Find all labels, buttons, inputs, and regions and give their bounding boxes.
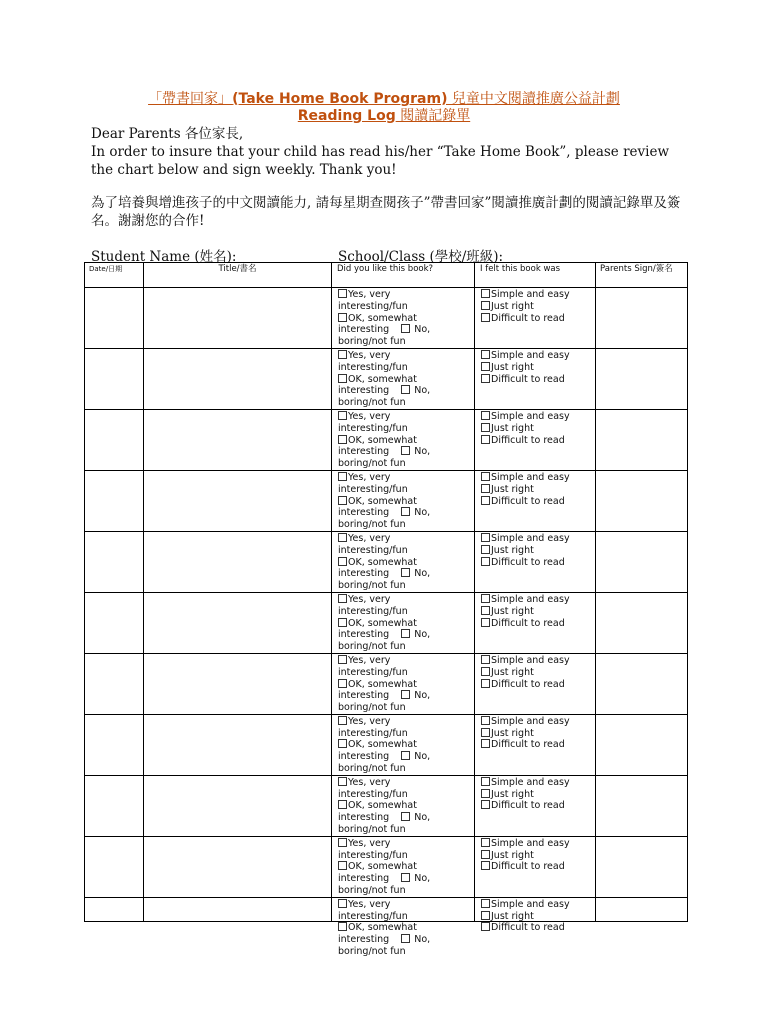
checkbox-icon[interactable]	[338, 679, 347, 688]
option-ok[interactable]: OK, somewhat	[338, 435, 474, 447]
felt-options-cell	[475, 470, 596, 531]
checkbox-icon[interactable]	[338, 411, 347, 420]
option-yes[interactable]: Yes, very	[338, 716, 474, 728]
option-ok-cont: interesting No,	[338, 751, 431, 763]
checkbox-icon[interactable]	[338, 496, 347, 505]
option-yes[interactable]: Yes, very	[338, 777, 474, 789]
checkbox-icon[interactable]	[338, 899, 347, 908]
option-simple[interactable]: Simple and easy	[481, 594, 595, 606]
parent-sign-cell[interactable]	[596, 470, 688, 531]
option-ok-cont: interesting No,	[338, 690, 431, 702]
title-cell[interactable]	[144, 592, 332, 653]
title-cell[interactable]	[144, 714, 332, 775]
option-just-right[interactable]: Just right	[481, 850, 595, 862]
option-ok[interactable]: OK, somewhat	[338, 861, 474, 873]
like-options-cell	[332, 470, 475, 531]
checkbox-icon[interactable]	[481, 922, 490, 931]
option-just-right[interactable]: Just right	[481, 362, 595, 374]
option-no-cont: boring/not fun	[338, 580, 406, 592]
felt-options-cell	[475, 288, 596, 349]
checkbox-icon[interactable]	[338, 838, 347, 847]
checkbox-icon[interactable]	[338, 350, 347, 359]
checkbox-icon[interactable]	[338, 533, 347, 542]
table-row	[85, 288, 688, 349]
option-ok-cont: interesting No,	[338, 934, 431, 946]
option-yes[interactable]: Yes, very	[338, 472, 474, 484]
reading-log-title: Reading Log 閱讀記錄單	[297, 108, 471, 124]
student-name-label: Student Name (姓名):	[91, 249, 237, 265]
title-cell[interactable]	[144, 531, 332, 592]
date-cell[interactable]	[85, 531, 144, 592]
like-options-cell	[332, 714, 475, 775]
option-yes-cont: interesting/fun	[338, 483, 408, 495]
table-row	[85, 592, 688, 653]
parent-sign-cell[interactable]	[596, 531, 688, 592]
header-date: Date/日期	[85, 263, 144, 288]
header-like: Did you like this book?	[332, 263, 475, 288]
option-no-cont: boring/not fun	[338, 458, 406, 470]
date-cell[interactable]	[85, 348, 144, 409]
option-no-cont: boring/not fun	[338, 641, 406, 653]
option-yes[interactable]: Yes, very	[338, 411, 474, 423]
option-no-cont: boring/not fun	[338, 397, 406, 409]
title-cell[interactable]	[144, 470, 332, 531]
like-options-cell	[332, 592, 475, 653]
option-yes[interactable]: Yes, very	[338, 594, 474, 606]
option-yes-cont: interesting/fun	[338, 605, 408, 617]
chinese-intro-text: 為了培養與增進孩子的中文閱讀能力, 請每星期查閱孩子”帶書回家”閱讀推廣計劃的閱讀記錄單及簽名。謝謝您的合作!	[91, 195, 681, 229]
felt-options-cell	[475, 531, 596, 592]
option-yes-cont: interesting/fun	[338, 300, 408, 312]
table-row	[85, 897, 688, 921]
like-options-cell	[332, 531, 475, 592]
checkbox-icon[interactable]	[481, 423, 490, 432]
option-ok[interactable]: OK, somewhat	[338, 739, 474, 751]
checkbox-icon[interactable]	[338, 472, 347, 481]
checkbox-icon[interactable]	[481, 655, 490, 664]
greeting: Dear Parents 各位家長,	[91, 126, 244, 142]
option-simple[interactable]: Simple and easy	[481, 655, 595, 667]
checkbox-icon[interactable]	[481, 838, 490, 847]
checkbox-icon[interactable]	[401, 934, 410, 943]
option-just-right[interactable]: Just right	[481, 423, 595, 435]
option-simple[interactable]: Simple and easy	[481, 777, 595, 789]
checkbox-icon[interactable]	[481, 484, 490, 493]
date-cell[interactable]	[85, 592, 144, 653]
option-difficult[interactable]: Difficult to read	[481, 861, 595, 873]
option-ok[interactable]: OK, somewhat	[338, 496, 474, 508]
checkbox-icon[interactable]	[401, 568, 410, 577]
checkbox-icon[interactable]	[481, 679, 490, 688]
option-yes[interactable]: Yes, very	[338, 533, 474, 545]
option-ok-cont: interesting No,	[338, 385, 431, 397]
option-just-right[interactable]: Just right	[481, 484, 595, 496]
option-no-cont: boring/not fun	[338, 519, 406, 531]
option-ok[interactable]: OK, somewhat	[338, 679, 474, 691]
checkbox-icon[interactable]	[481, 350, 490, 359]
table-row	[85, 470, 688, 531]
option-no-cont: boring/not fun	[338, 763, 406, 775]
parent-sign-cell[interactable]	[596, 836, 688, 897]
checkbox-icon[interactable]	[481, 313, 490, 322]
checkbox-icon[interactable]	[481, 618, 490, 627]
option-ok[interactable]: OK, somewhat	[338, 557, 474, 569]
checkbox-icon[interactable]	[481, 435, 490, 444]
option-difficult[interactable]: Difficult to read	[481, 435, 595, 447]
checkbox-icon[interactable]	[481, 800, 490, 809]
checkbox-icon[interactable]	[481, 861, 490, 870]
felt-options-cell	[475, 653, 596, 714]
checkbox-icon[interactable]	[481, 899, 490, 908]
checkbox-icon[interactable]	[401, 690, 410, 699]
table-row	[85, 775, 688, 836]
checkbox-icon[interactable]	[338, 800, 347, 809]
option-no-cont: boring/not fun	[338, 885, 406, 897]
school-class-label: School/Class (學校/班級):	[338, 249, 504, 265]
option-yes-cont: interesting/fun	[338, 788, 408, 800]
checkbox-icon[interactable]	[338, 716, 347, 725]
parent-sign-cell[interactable]	[596, 714, 688, 775]
option-ok-cont: interesting No,	[338, 324, 431, 336]
checkbox-icon[interactable]	[481, 739, 490, 748]
like-options-cell	[332, 653, 475, 714]
option-difficult[interactable]: Difficult to read	[481, 679, 595, 691]
title-cell[interactable]	[144, 288, 332, 349]
option-ok[interactable]: OK, somewhat	[338, 374, 474, 386]
option-no-cont: boring/not fun	[338, 824, 406, 836]
document-title: 「帶書回家」(Take Home Book Program) 兒童中文閱讀推廣公益計劃	[148, 91, 620, 107]
felt-options-cell	[475, 897, 596, 934]
checkbox-icon[interactable]	[338, 289, 347, 298]
option-yes-cont: interesting/fun	[338, 422, 408, 434]
felt-options-cell	[475, 775, 596, 836]
checkbox-icon[interactable]	[338, 777, 347, 786]
option-ok-cont: interesting No,	[338, 568, 431, 580]
option-ok-cont: interesting No,	[338, 812, 431, 824]
parent-sign-cell[interactable]	[596, 409, 688, 470]
option-ok[interactable]: OK, somewhat	[338, 800, 474, 812]
option-yes[interactable]: Yes, very	[338, 655, 474, 667]
table-row	[85, 714, 688, 775]
table-row	[85, 348, 688, 409]
checkbox-icon[interactable]	[481, 594, 490, 603]
table-row	[85, 531, 688, 592]
option-simple[interactable]: Simple and easy	[481, 472, 595, 484]
checkbox-icon[interactable]	[401, 812, 410, 821]
parent-sign-cell[interactable]	[596, 288, 688, 349]
option-ok-cont: interesting No,	[338, 507, 431, 519]
option-difficult[interactable]: Difficult to read	[481, 557, 595, 569]
checkbox-icon[interactable]	[481, 850, 490, 859]
option-simple[interactable]: Simple and easy	[481, 716, 595, 728]
option-yes-cont: interesting/fun	[338, 727, 408, 739]
like-options-cell	[332, 288, 475, 349]
table-header-row	[85, 263, 688, 288]
checkbox-icon[interactable]	[338, 922, 347, 931]
option-yes[interactable]: Yes, very	[338, 838, 474, 850]
option-no-cont: boring/not fun	[338, 946, 406, 958]
checkbox-icon[interactable]	[481, 728, 490, 737]
checkbox-icon[interactable]	[338, 739, 347, 748]
checkbox-icon[interactable]	[338, 861, 347, 870]
checkbox-icon[interactable]	[401, 751, 410, 760]
table-row	[85, 409, 688, 470]
checkbox-icon[interactable]	[338, 557, 347, 566]
header-felt: I felt this book was	[475, 263, 596, 288]
parent-sign-cell[interactable]	[596, 653, 688, 714]
checkbox-icon[interactable]	[481, 301, 490, 310]
option-yes[interactable]: Yes, very	[338, 350, 474, 362]
option-yes-cont: interesting/fun	[338, 544, 408, 556]
option-yes[interactable]: Yes, very	[338, 899, 474, 911]
title-cell[interactable]	[144, 653, 332, 714]
option-just-right[interactable]: Just right	[481, 301, 595, 313]
option-simple[interactable]: Simple and easy	[481, 411, 595, 423]
intro-text: In order to insure that your child has read his/her “Take Home Book”, please review the chart below and sign weekly. Thank you!	[91, 144, 670, 178]
option-ok[interactable]: OK, somewhat	[338, 313, 474, 325]
parent-sign-cell[interactable]	[596, 592, 688, 653]
option-difficult[interactable]: Difficult to read	[481, 313, 595, 325]
felt-options-cell	[475, 592, 596, 653]
option-yes-cont: interesting/fun	[338, 361, 408, 373]
option-just-right[interactable]: Just right	[481, 728, 595, 740]
title-cell[interactable]	[144, 348, 332, 409]
checkbox-icon[interactable]	[481, 472, 490, 481]
checkbox-icon[interactable]	[481, 545, 490, 554]
date-cell[interactable]	[85, 897, 144, 921]
option-yes-cont: interesting/fun	[338, 666, 408, 678]
felt-options-cell	[475, 714, 596, 775]
checkbox-icon[interactable]	[481, 496, 490, 505]
checkbox-icon[interactable]	[401, 507, 410, 516]
table-row	[85, 653, 688, 714]
title-cell[interactable]	[144, 897, 332, 921]
checkbox-icon[interactable]	[481, 716, 490, 725]
checkbox-icon[interactable]	[401, 873, 410, 882]
checkbox-icon[interactable]	[338, 374, 347, 383]
option-simple[interactable]: Simple and easy	[481, 350, 595, 362]
option-yes-cont: interesting/fun	[338, 849, 408, 861]
like-options-cell	[332, 348, 475, 409]
parent-sign-cell[interactable]	[596, 348, 688, 409]
checkbox-icon[interactable]	[338, 313, 347, 322]
checkbox-icon[interactable]	[481, 911, 490, 920]
option-simple[interactable]: Simple and easy	[481, 289, 595, 301]
checkbox-icon[interactable]	[481, 789, 490, 798]
reading-log-table	[84, 262, 688, 958]
checkbox-icon[interactable]	[481, 533, 490, 542]
option-difficult[interactable]: Difficult to read	[481, 618, 595, 630]
option-ok-cont: interesting No,	[338, 446, 431, 458]
checkbox-icon[interactable]	[401, 446, 410, 455]
option-just-right[interactable]: Just right	[481, 545, 595, 557]
felt-options-cell	[475, 409, 596, 470]
date-cell[interactable]	[85, 775, 144, 836]
date-cell[interactable]	[85, 470, 144, 531]
option-just-right[interactable]: Just right	[481, 606, 595, 618]
like-options-cell	[332, 897, 475, 958]
checkbox-icon[interactable]	[338, 655, 347, 664]
date-cell[interactable]	[85, 653, 144, 714]
header-title: Title/書名	[144, 263, 332, 288]
checkbox-icon[interactable]	[401, 629, 410, 638]
title-cell[interactable]	[144, 775, 332, 836]
checkbox-icon[interactable]	[481, 557, 490, 566]
checkbox-icon[interactable]	[338, 618, 347, 627]
option-difficult[interactable]: Difficult to read	[481, 374, 595, 386]
checkbox-icon[interactable]	[481, 777, 490, 786]
checkbox-icon[interactable]	[481, 667, 490, 676]
option-ok-cont: interesting No,	[338, 629, 431, 641]
like-options-cell	[332, 775, 475, 836]
like-options-cell	[332, 409, 475, 470]
felt-options-cell	[475, 836, 596, 897]
checkbox-icon[interactable]	[338, 435, 347, 444]
option-just-right[interactable]: Just right	[481, 789, 595, 801]
title-cell[interactable]	[144, 409, 332, 470]
option-no-cont: boring/not fun	[338, 336, 406, 348]
checkbox-icon[interactable]	[481, 411, 490, 420]
date-cell[interactable]	[85, 836, 144, 897]
checkbox-icon[interactable]	[338, 594, 347, 603]
date-cell[interactable]	[85, 409, 144, 470]
option-difficult[interactable]: Difficult to read	[481, 739, 595, 751]
title-cell[interactable]	[144, 836, 332, 897]
checkbox-icon[interactable]	[481, 606, 490, 615]
like-options-cell	[332, 836, 475, 897]
checkbox-icon[interactable]	[401, 385, 410, 394]
checkbox-icon[interactable]	[401, 324, 410, 333]
option-difficult[interactable]: Difficult to read	[481, 496, 595, 508]
parent-sign-cell[interactable]	[596, 775, 688, 836]
header-parent-sign: Parents Sign/簽名	[596, 263, 688, 288]
table-row	[85, 836, 688, 897]
checkbox-icon[interactable]	[481, 374, 490, 383]
option-just-right[interactable]: Just right	[481, 911, 595, 923]
option-difficult[interactable]: Difficult to read	[481, 922, 595, 934]
option-just-right[interactable]: Just right	[481, 667, 595, 679]
parent-sign-cell[interactable]	[596, 897, 688, 921]
felt-options-cell	[475, 348, 596, 409]
date-cell[interactable]	[85, 714, 144, 775]
checkbox-icon[interactable]	[481, 362, 490, 371]
option-simple[interactable]: Simple and easy	[481, 533, 595, 545]
option-simple[interactable]: Simple and easy	[481, 838, 595, 850]
option-difficult[interactable]: Difficult to read	[481, 800, 595, 812]
date-cell[interactable]	[85, 288, 144, 349]
option-ok[interactable]: OK, somewhat	[338, 922, 474, 934]
option-yes-cont: interesting/fun	[338, 910, 408, 922]
checkbox-icon[interactable]	[481, 289, 490, 298]
option-no-cont: boring/not fun	[338, 702, 406, 714]
option-ok[interactable]: OK, somewhat	[338, 618, 474, 630]
option-simple[interactable]: Simple and easy	[481, 899, 595, 911]
option-ok-cont: interesting No,	[338, 873, 431, 885]
option-yes[interactable]: Yes, very	[338, 289, 474, 301]
